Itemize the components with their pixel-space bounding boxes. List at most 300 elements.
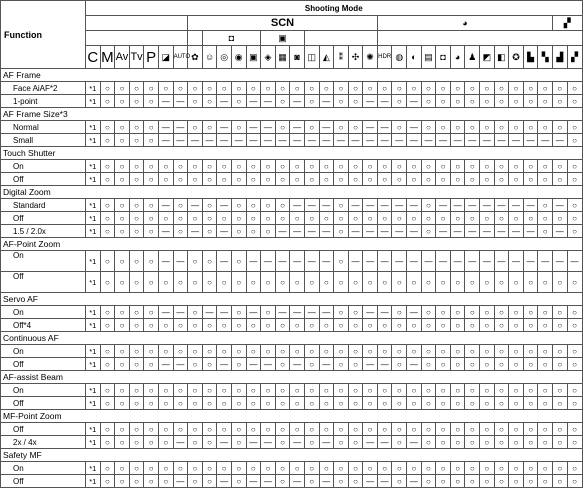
- availability-cell: ○: [553, 82, 568, 95]
- row-label: 1.5 / 2.0x: [1, 225, 86, 238]
- availability-cell: *1: [86, 173, 101, 186]
- availability-cell: ○: [421, 436, 436, 449]
- availability-cell: ○: [261, 345, 276, 358]
- table-row: [1, 384, 583, 397]
- availability-cell: ○: [334, 306, 349, 319]
- availability-cell: ○: [436, 272, 451, 293]
- availability-cell: ○: [348, 121, 363, 134]
- availability-cell: ○: [407, 82, 422, 95]
- mode-icon-6: AUTO: [173, 46, 188, 69]
- availability-cell: ○: [158, 475, 173, 488]
- availability-cell: ○: [334, 212, 349, 225]
- availability-cell: ○: [334, 251, 349, 272]
- availability-cell: ○: [348, 397, 363, 410]
- availability-cell: —: [261, 251, 276, 272]
- availability-cell: —: [363, 436, 378, 449]
- availability-cell: —: [377, 306, 392, 319]
- availability-cell: ○: [392, 423, 407, 436]
- availability-cell: —: [407, 306, 422, 319]
- availability-cell: ○: [115, 475, 130, 488]
- availability-cell: —: [290, 251, 305, 272]
- availability-cell: ○: [407, 272, 422, 293]
- mode-icon-27: ◩: [480, 46, 495, 69]
- availability-cell: ○: [377, 272, 392, 293]
- availability-cell: —: [407, 95, 422, 108]
- availability-cell: —: [450, 225, 465, 238]
- availability-cell: ○: [304, 475, 319, 488]
- availability-cell: ○: [217, 397, 232, 410]
- availability-cell: ○: [392, 475, 407, 488]
- mode-icon-26: ♟: [465, 46, 480, 69]
- availability-cell: —: [407, 358, 422, 371]
- availability-cell: ○: [538, 475, 553, 488]
- availability-cell: ○: [261, 423, 276, 436]
- availability-cell: ○: [553, 319, 568, 332]
- availability-cell: ○: [465, 397, 480, 410]
- availability-cell: —: [304, 225, 319, 238]
- availability-cell: —: [217, 134, 232, 147]
- availability-cell: ○: [275, 436, 290, 449]
- availability-cell: ○: [158, 462, 173, 475]
- availability-cell: ○: [567, 423, 582, 436]
- availability-cell: —: [304, 134, 319, 147]
- availability-cell: ○: [538, 212, 553, 225]
- availability-cell: ○: [319, 173, 334, 186]
- availability-cell: ○: [304, 272, 319, 293]
- availability-cell: ○: [567, 319, 582, 332]
- availability-cell: —: [217, 225, 232, 238]
- availability-cell: —: [480, 225, 495, 238]
- availability-cell: ○: [173, 384, 188, 397]
- availability-cell: ○: [144, 160, 159, 173]
- availability-cell: ○: [538, 306, 553, 319]
- availability-cell: ○: [538, 121, 553, 134]
- availability-cell: ○: [319, 423, 334, 436]
- availability-cell: ○: [188, 251, 203, 272]
- availability-cell: ○: [363, 82, 378, 95]
- availability-cell: ○: [421, 199, 436, 212]
- availability-cell: ○: [509, 121, 524, 134]
- basic-modes-group: [86, 16, 188, 31]
- availability-cell: ○: [465, 95, 480, 108]
- availability-cell: ○: [115, 436, 130, 449]
- availability-cell: ○: [436, 436, 451, 449]
- availability-cell: ○: [553, 475, 568, 488]
- availability-cell: ○: [129, 251, 144, 272]
- availability-cell: ○: [144, 121, 159, 134]
- availability-cell: ○: [392, 95, 407, 108]
- mode-icon-32: ▟: [553, 46, 568, 69]
- availability-cell: ○: [348, 358, 363, 371]
- section-title: AF-assist Beam: [1, 371, 583, 384]
- availability-cell: ○: [173, 272, 188, 293]
- availability-cell: ○: [334, 423, 349, 436]
- availability-cell: ○: [480, 384, 495, 397]
- table-row: [1, 251, 583, 272]
- availability-cell: ○: [129, 462, 144, 475]
- availability-cell: —: [217, 199, 232, 212]
- availability-cell: ○: [523, 475, 538, 488]
- availability-cell: —: [202, 306, 217, 319]
- availability-cell: ○: [436, 475, 451, 488]
- availability-cell: —: [319, 225, 334, 238]
- availability-cell: ○: [158, 319, 173, 332]
- availability-cell: ○: [217, 319, 232, 332]
- availability-cell: ○: [363, 173, 378, 186]
- availability-cell: —: [538, 134, 553, 147]
- availability-cell: ○: [480, 345, 495, 358]
- section-title: Safety MF: [1, 449, 583, 462]
- table-row: [1, 82, 583, 95]
- availability-cell: ○: [480, 436, 495, 449]
- availability-cell: ○: [450, 423, 465, 436]
- availability-cell: ○: [173, 225, 188, 238]
- availability-cell: —: [290, 225, 305, 238]
- availability-cell: —: [377, 358, 392, 371]
- availability-cell: ○: [304, 121, 319, 134]
- availability-cell: ○: [231, 95, 246, 108]
- table-row: [1, 306, 583, 319]
- availability-cell: —: [261, 95, 276, 108]
- availability-cell: ○: [100, 199, 115, 212]
- availability-cell: ○: [217, 423, 232, 436]
- availability-cell: ○: [450, 358, 465, 371]
- availability-cell: ○: [188, 319, 203, 332]
- availability-cell: ○: [202, 225, 217, 238]
- availability-cell: ○: [129, 423, 144, 436]
- availability-cell: ○: [480, 82, 495, 95]
- table-row: [1, 199, 583, 212]
- availability-cell: —: [465, 199, 480, 212]
- table-row: [1, 121, 583, 134]
- availability-cell: ○: [188, 345, 203, 358]
- availability-cell: —: [319, 306, 334, 319]
- availability-cell: ○: [465, 475, 480, 488]
- availability-cell: ○: [129, 436, 144, 449]
- availability-cell: ○: [261, 160, 276, 173]
- availability-cell: ○: [158, 82, 173, 95]
- availability-cell: ○: [421, 423, 436, 436]
- availability-cell: ○: [158, 423, 173, 436]
- section-title: AF-Point Zoom: [1, 238, 583, 251]
- table-row: [1, 462, 583, 475]
- availability-cell: ○: [392, 121, 407, 134]
- availability-cell: —: [348, 199, 363, 212]
- availability-cell: ○: [115, 384, 130, 397]
- table-row: [1, 134, 583, 147]
- availability-cell: ○: [509, 82, 524, 95]
- availability-cell: ○: [348, 423, 363, 436]
- availability-cell: ○: [553, 212, 568, 225]
- mode-icon-31: ▚: [538, 46, 553, 69]
- availability-cell: ○: [290, 384, 305, 397]
- availability-cell: ○: [334, 199, 349, 212]
- availability-cell: ○: [202, 384, 217, 397]
- row-label: Off: [1, 212, 86, 225]
- availability-cell: ○: [144, 225, 159, 238]
- availability-cell: ○: [290, 82, 305, 95]
- availability-cell: ○: [188, 121, 203, 134]
- availability-cell: ○: [421, 121, 436, 134]
- availability-cell: *1: [86, 82, 101, 95]
- availability-cell: ○: [202, 95, 217, 108]
- availability-cell: ○: [334, 384, 349, 397]
- availability-cell: ○: [567, 121, 582, 134]
- availability-cell: ○: [567, 199, 582, 212]
- availability-cell: —: [173, 251, 188, 272]
- mode-icon-18: ✣: [348, 46, 363, 69]
- availability-cell: ○: [173, 319, 188, 332]
- row-label: Normal: [1, 121, 86, 134]
- availability-cell: —: [217, 358, 232, 371]
- availability-cell: —: [275, 251, 290, 272]
- availability-cell: ○: [246, 272, 261, 293]
- availability-cell: ○: [407, 345, 422, 358]
- availability-cell: —: [246, 95, 261, 108]
- availability-cell: ○: [450, 462, 465, 475]
- availability-cell: ○: [553, 397, 568, 410]
- availability-cell: ○: [188, 95, 203, 108]
- availability-cell: —: [523, 134, 538, 147]
- availability-cell: —: [334, 134, 349, 147]
- table-row: [1, 95, 583, 108]
- availability-cell: ○: [392, 358, 407, 371]
- availability-cell: —: [494, 225, 509, 238]
- availability-cell: ○: [480, 212, 495, 225]
- availability-cell: ○: [480, 397, 495, 410]
- availability-cell: ○: [304, 173, 319, 186]
- availability-cell: ○: [231, 173, 246, 186]
- availability-cell: ○: [509, 306, 524, 319]
- availability-cell: ○: [553, 384, 568, 397]
- availability-cell: ○: [115, 212, 130, 225]
- availability-cell: —: [261, 436, 276, 449]
- availability-cell: ○: [173, 462, 188, 475]
- availability-cell: ○: [436, 306, 451, 319]
- availability-cell: ○: [407, 212, 422, 225]
- availability-cell: —: [275, 134, 290, 147]
- availability-cell: ○: [494, 173, 509, 186]
- availability-cell: ○: [115, 345, 130, 358]
- availability-cell: ○: [275, 272, 290, 293]
- availability-cell: ○: [421, 384, 436, 397]
- availability-cell: ○: [100, 82, 115, 95]
- availability-cell: ○: [348, 306, 363, 319]
- availability-cell: ○: [421, 475, 436, 488]
- availability-cell: ○: [100, 272, 115, 293]
- table-row: [1, 160, 583, 173]
- availability-cell: ○: [450, 397, 465, 410]
- availability-cell: ○: [144, 358, 159, 371]
- availability-cell: ○: [377, 345, 392, 358]
- availability-cell: —: [377, 251, 392, 272]
- availability-cell: —: [348, 134, 363, 147]
- availability-cell: ○: [465, 173, 480, 186]
- availability-cell: ○: [523, 384, 538, 397]
- availability-cell: ○: [144, 436, 159, 449]
- availability-cell: ○: [319, 160, 334, 173]
- availability-cell: ○: [275, 384, 290, 397]
- availability-cell: —: [246, 121, 261, 134]
- mode-icon-30: ▙: [523, 46, 538, 69]
- availability-cell: ○: [538, 462, 553, 475]
- table-row: [1, 173, 583, 186]
- availability-cell: ○: [246, 212, 261, 225]
- availability-cell: ○: [377, 397, 392, 410]
- availability-cell: ○: [100, 319, 115, 332]
- availability-cell: *1: [86, 272, 101, 293]
- availability-cell: ○: [144, 397, 159, 410]
- availability-cell: ○: [436, 319, 451, 332]
- mode-icon-29: ✪: [509, 46, 524, 69]
- availability-cell: —: [304, 251, 319, 272]
- availability-cell: —: [275, 306, 290, 319]
- availability-cell: ○: [363, 384, 378, 397]
- availability-cell: ○: [436, 95, 451, 108]
- availability-cell: ○: [115, 160, 130, 173]
- availability-cell: ○: [100, 306, 115, 319]
- availability-cell: ○: [334, 272, 349, 293]
- availability-cell: —: [173, 436, 188, 449]
- availability-cell: ○: [392, 212, 407, 225]
- availability-cell: *1: [86, 160, 101, 173]
- availability-cell: ○: [553, 121, 568, 134]
- availability-cell: ○: [202, 358, 217, 371]
- availability-cell: ○: [129, 384, 144, 397]
- availability-cell: ○: [115, 423, 130, 436]
- availability-cell: —: [392, 251, 407, 272]
- row-label: Off*4: [1, 319, 86, 332]
- availability-cell: ○: [480, 475, 495, 488]
- availability-cell: —: [158, 225, 173, 238]
- availability-cell: ○: [115, 121, 130, 134]
- availability-cell: ○: [334, 82, 349, 95]
- availability-cell: ○: [509, 384, 524, 397]
- availability-cell: —: [363, 358, 378, 371]
- availability-cell: ○: [494, 306, 509, 319]
- availability-cell: ○: [231, 212, 246, 225]
- availability-cell: ○: [100, 134, 115, 147]
- availability-cell: ○: [480, 358, 495, 371]
- mode-icon-12: ◈: [261, 46, 276, 69]
- availability-cell: ○: [567, 345, 582, 358]
- availability-cell: —: [523, 251, 538, 272]
- availability-cell: ○: [144, 134, 159, 147]
- availability-cell: —: [290, 121, 305, 134]
- blank-subheader: [377, 31, 582, 46]
- availability-cell: —: [319, 199, 334, 212]
- availability-cell: ○: [377, 212, 392, 225]
- availability-cell: ○: [509, 358, 524, 371]
- availability-cell: —: [553, 199, 568, 212]
- section-title: Touch Shutter: [1, 147, 583, 160]
- availability-cell: ○: [188, 358, 203, 371]
- availability-cell: ○: [480, 423, 495, 436]
- availability-cell: ○: [275, 358, 290, 371]
- availability-cell: ○: [304, 423, 319, 436]
- availability-cell: ○: [494, 358, 509, 371]
- availability-cell: ○: [509, 397, 524, 410]
- availability-cell: ○: [231, 225, 246, 238]
- availability-cell: ○: [509, 345, 524, 358]
- availability-cell: ○: [494, 345, 509, 358]
- availability-cell: ○: [158, 345, 173, 358]
- availability-cell: ○: [231, 121, 246, 134]
- row-label: Off: [1, 358, 86, 371]
- availability-cell: —: [173, 306, 188, 319]
- availability-cell: —: [392, 225, 407, 238]
- availability-cell: ○: [144, 345, 159, 358]
- availability-cell: ○: [334, 173, 349, 186]
- availability-cell: ○: [538, 319, 553, 332]
- availability-cell: ○: [348, 272, 363, 293]
- table-row: [1, 475, 583, 488]
- availability-cell: *1: [86, 475, 101, 488]
- availability-cell: ○: [567, 173, 582, 186]
- availability-cell: ○: [202, 121, 217, 134]
- availability-cell: ○: [509, 319, 524, 332]
- availability-cell: ○: [246, 173, 261, 186]
- row-label: Off: [1, 423, 86, 436]
- availability-cell: ○: [173, 345, 188, 358]
- availability-cell: —: [377, 199, 392, 212]
- availability-cell: ○: [261, 462, 276, 475]
- availability-cell: ○: [246, 397, 261, 410]
- availability-cell: ○: [407, 319, 422, 332]
- availability-cell: ○: [275, 199, 290, 212]
- availability-cell: ○: [436, 82, 451, 95]
- availability-cell: ○: [261, 173, 276, 186]
- availability-cell: ○: [436, 358, 451, 371]
- availability-cell: ○: [523, 423, 538, 436]
- availability-cell: ○: [363, 319, 378, 332]
- availability-cell: —: [480, 134, 495, 147]
- availability-cell: ○: [348, 345, 363, 358]
- availability-cell: —: [173, 121, 188, 134]
- availability-cell: *1: [86, 95, 101, 108]
- availability-cell: ○: [465, 82, 480, 95]
- section-title: Digital Zoom: [1, 186, 583, 199]
- availability-cell: —: [363, 95, 378, 108]
- availability-cell: ○: [538, 345, 553, 358]
- availability-cell: —: [290, 475, 305, 488]
- availability-cell: ○: [261, 212, 276, 225]
- mode-icon-23: ▤: [421, 46, 436, 69]
- availability-cell: ○: [363, 212, 378, 225]
- availability-cell: ○: [246, 384, 261, 397]
- availability-cell: ○: [363, 423, 378, 436]
- availability-cell: ○: [202, 199, 217, 212]
- availability-cell: ○: [494, 212, 509, 225]
- availability-cell: ○: [494, 319, 509, 332]
- availability-cell: *1: [86, 225, 101, 238]
- availability-cell: *1: [86, 212, 101, 225]
- availability-cell: —: [246, 134, 261, 147]
- availability-cell: —: [217, 251, 232, 272]
- availability-cell: ○: [334, 436, 349, 449]
- availability-cell: ○: [567, 134, 582, 147]
- availability-cell: ○: [217, 82, 232, 95]
- availability-cell: *1: [86, 397, 101, 410]
- availability-cell: ○: [129, 397, 144, 410]
- availability-cell: ○: [275, 121, 290, 134]
- availability-cell: —: [363, 225, 378, 238]
- availability-cell: ○: [334, 121, 349, 134]
- availability-cell: ○: [509, 423, 524, 436]
- availability-cell: ○: [144, 423, 159, 436]
- availability-cell: —: [377, 95, 392, 108]
- availability-cell: ○: [202, 397, 217, 410]
